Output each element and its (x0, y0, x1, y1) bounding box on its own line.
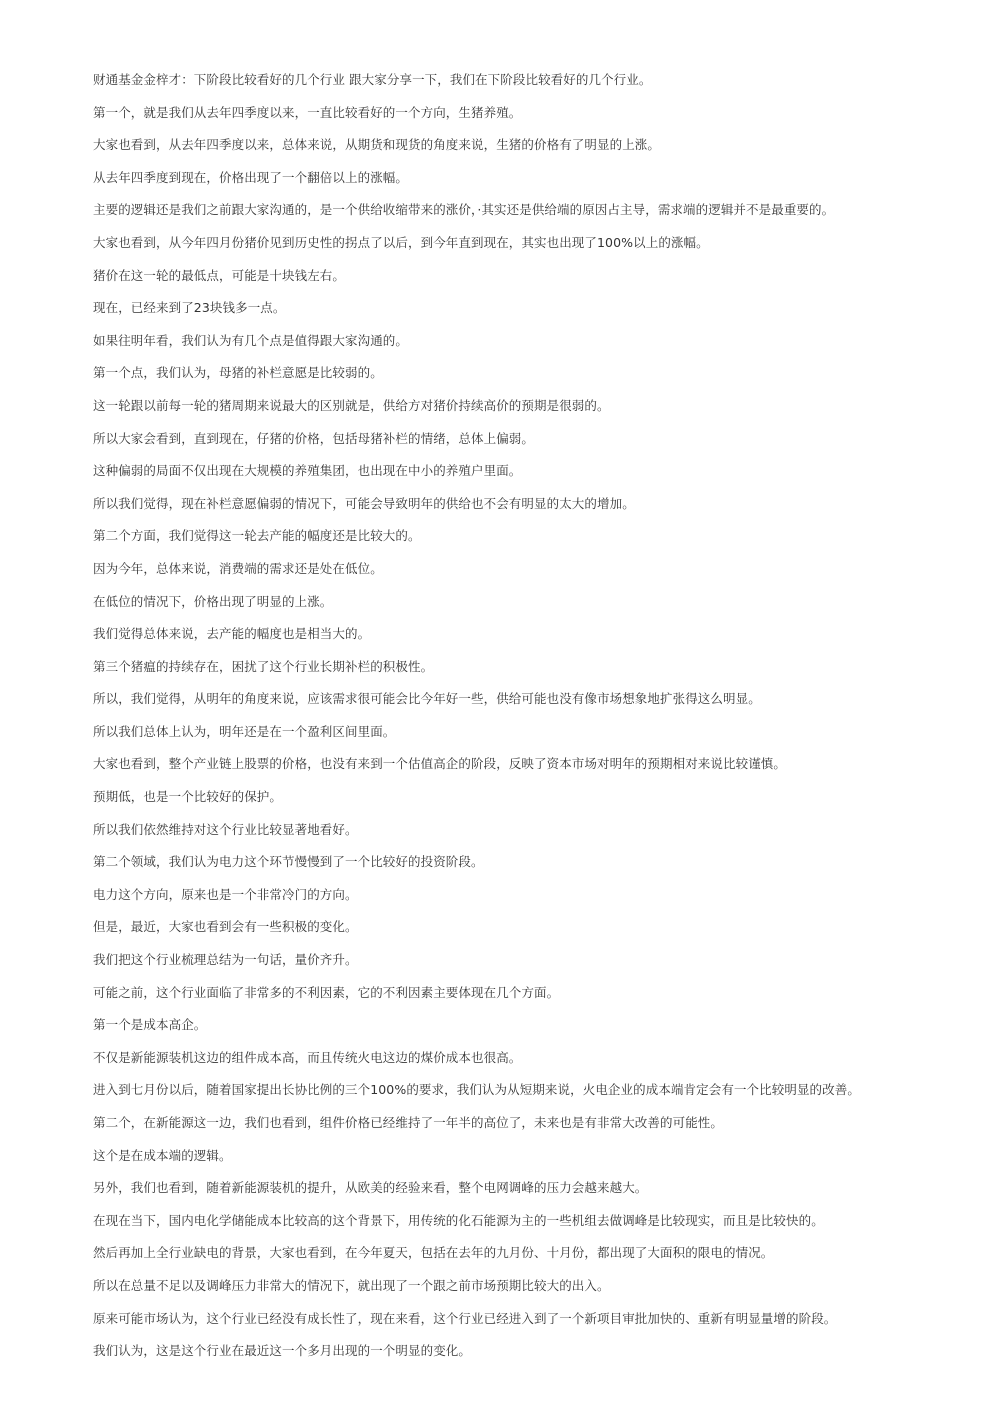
paragraph: 我们把这个行业梳理总结为一句话，量价齐升。 (93, 952, 358, 968)
paragraph: 第二个，在新能源这一边，我们也看到，组件价格已经维持了一年半的高位了，未来也是有非常大改善的可能性。 (93, 1115, 724, 1130)
paragraph: 第一个点，我们认为，母猪的补栏意愿是比较弱的。 (93, 365, 383, 381)
paragraph: 原来可能市场认为，这个行业已经没有成长性了，现在来看，这个行业已经进入到了一个新项目审批加快的、重新有明显量增的阶段。 (93, 1310, 837, 1326)
paragraph: 电力这个方向，原来也是一个非常冷门的方向。 (93, 886, 358, 902)
paragraph: 第二个方面，我们觉得这一轮去产能的幅度还是比较大的。 (93, 528, 421, 544)
paragraph: 财通基金金梓才：下阶段比较看好的几个行业 跟大家分享一下，我们在下阶段比较看好的几个行业。 (93, 72, 652, 87)
paragraph: 预期低，也是一个比较好的保护。 (93, 789, 283, 805)
paragraph: 所以我们依然维持对这个行业比较显著地看好。 (93, 821, 358, 837)
paragraph: 猪价在这一轮的最低点，可能是十块钱左右。 (93, 267, 346, 283)
paragraph: 大家也看到，从去年四季度以来，总体来说，从期货和现货的角度来说，生猪的价格有了明显的上涨。 (93, 137, 661, 153)
paragraph: 进入到七月份以后，随着国家提出长协比例的三个100%的要求，我们认为从短期来说，火电企业的成本端肯定会有一个比较明显的改善。 (93, 1082, 860, 1098)
paragraph: 所以大家会看到，直到现在，仔猪的价格，包括母猪补栏的情绪，总体上偏弱。 (93, 430, 535, 446)
paragraph: 在低位的情况下，价格出现了明显的上涨。 (93, 593, 333, 609)
paragraph: 主要的逻辑还是我们之前跟大家沟通的，是一个供给收缩带来的涨价，·其实还是供给端的原因占主导，需求端的逻辑并不是最重要的。 (93, 202, 835, 218)
paragraph: 第三个猪瘟的持续存在，困扰了这个行业长期补栏的积极性。 (93, 658, 434, 674)
paragraph: 不仅是新能源装机这边的组件成本高，而且传统火电这边的煤价成本也很高。 (93, 1049, 522, 1065)
paragraph: 这个是在成本端的逻辑。 (93, 1147, 232, 1163)
paragraph: 在现在当下，国内电化学储能成本比较高的这个背景下，用传统的化石能源为主的一些机组去做调峰是比较现实，而且是比较快的。 (93, 1212, 824, 1228)
paragraph: 现在，已经来到了23块钱多一点。 (93, 300, 286, 316)
paragraph: 这种偏弱的局面不仅出现在大规模的养殖集团，也出现在中小的养殖户里面。 (93, 463, 522, 479)
paragraph: 第一个是成本高企。 (93, 1017, 207, 1033)
paragraph: 我们认为，这是这个行业在最近这一个多月出现的一个明显的变化。 (93, 1343, 472, 1359)
paragraph: 第一个，就是我们从去年四季度以来，一直比较看好的一个方向，生猪养殖。 (93, 104, 522, 120)
paragraph: 所以我们总体上认为，明年还是在一个盈利区间里面。 (93, 723, 396, 739)
paragraph: 因为今年，总体来说，消费端的需求还是处在低位。 (93, 560, 383, 576)
paragraph: 大家也看到，整个产业链上股票的价格，也没有来到一个估值高企的阶段，反映了资本市场对明年的预期相对来说比较谨慎。 (93, 756, 787, 772)
paragraph: 然后再加上全行业缺电的背景，大家也看到，在今年夏天，包括在去年的九月份、十月份，都出现了大面积的限电的情况。 (93, 1245, 774, 1261)
paragraph: 所以，我们觉得，从明年的角度来说，应该需求很可能会比今年好一些，供给可能也没有像市场想象地扩张得这么明显。 (93, 691, 761, 707)
paragraph: 另外，我们也看到，随着新能源装机的提升，从欧美的经验来看，整个电网调峰的压力会越来越大。 (93, 1180, 648, 1196)
paragraph: 这一轮跟以前每一轮的猪周期来说最大的区别就是，供给方对猪价持续高价的预期是很弱的。 (93, 397, 610, 413)
paragraph: 大家也看到，从今年四月份猪价见到历史性的拐点了以后，到今年直到现在，其实也出现了100%以上的涨幅。 (93, 234, 709, 250)
paragraph: 所以在总量不足以及调峰压力非常大的情况下，就出现了一个跟之前市场预期比较大的出入。 (93, 1277, 610, 1293)
paragraph: 所以我们觉得，现在补栏意愿偏弱的情况下，可能会导致明年的供给也不会有明显的太大的增加。 (93, 495, 635, 511)
paragraph: 如果往明年看，我们认为有几个点是值得跟大家沟通的。 (93, 332, 409, 348)
paragraph: 可能之前，这个行业面临了非常多的不利因素，它的不利因素主要体现在几个方面。 (93, 984, 560, 1000)
paragraph: 第二个领域，我们认为电力这个环节慢慢到了一个比较好的投资阶段。 (93, 854, 484, 870)
paragraph: 从去年四季度到现在，价格出现了一个翻倍以上的涨幅。 (93, 169, 409, 185)
article-body (93, 70, 973, 1374)
paragraph: 我们觉得总体来说，去产能的幅度也是相当大的。 (93, 626, 371, 642)
paragraph: 但是，最近，大家也看到会有一些积极的变化。 (93, 919, 358, 935)
